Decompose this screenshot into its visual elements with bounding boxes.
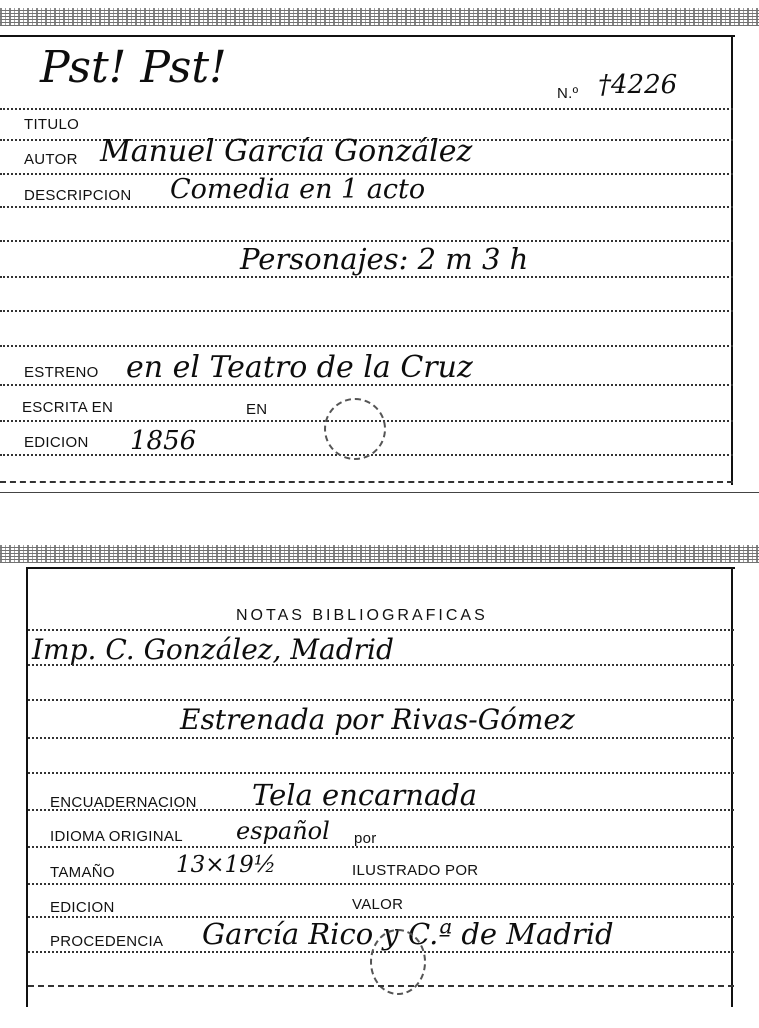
handwritten-catalog-number: †4226 <box>598 70 678 100</box>
card-left-border <box>26 567 28 1007</box>
idioma-original-label: IDIOMA ORIGINAL <box>50 828 183 845</box>
escrita-en-label: ESCRITA EN <box>22 399 114 416</box>
handwritten-provenance: García Rico y C.ª de Madrid <box>202 917 614 951</box>
number-label: N.º <box>557 85 579 102</box>
edicion-label: EDICION <box>24 434 89 451</box>
card-top-border <box>26 567 735 569</box>
rule-line <box>0 345 733 347</box>
encuadernacion-label: ENCUADERNACION <box>50 794 197 811</box>
valor-label: VALOR <box>352 896 404 913</box>
handwritten-title: Pst! Pst! <box>40 42 227 93</box>
card-right-border <box>731 567 733 1007</box>
rule-line <box>0 384 733 386</box>
rule-line <box>28 629 734 631</box>
handwritten-edition-year: 1856 <box>130 426 197 456</box>
en-label: EN <box>246 401 268 418</box>
card-bottom-edge <box>0 492 759 493</box>
rule-line <box>0 206 733 208</box>
titulo-label: TITULO <box>24 116 80 133</box>
handwritten-characters: Personajes: 2 m 3 h <box>240 242 529 276</box>
handwritten-author: Manuel García González <box>100 134 473 169</box>
handwritten-premiered-by: Estrenada por Rivas-Gómez <box>180 703 575 736</box>
rule-line <box>28 664 734 666</box>
rule-line <box>0 481 733 483</box>
tamano-label: TAMAÑO <box>50 864 115 881</box>
procedencia-label: PROCEDENCIA <box>50 933 164 950</box>
rule-line <box>28 772 734 774</box>
rule-line <box>0 108 733 110</box>
rule-line <box>28 985 734 987</box>
notes-heading: NOTAS BIBLIOGRAFICAS <box>236 607 488 624</box>
handwritten-printer: Imp. C. González, Madrid <box>32 633 394 666</box>
rule-line <box>0 276 733 278</box>
edicion-label-back: EDICION <box>50 899 115 916</box>
rule-line <box>28 699 734 701</box>
card-right-border <box>731 35 733 485</box>
torn-top-edge <box>0 8 759 26</box>
handwritten-binding: Tela encarnada <box>252 778 478 812</box>
estreno-label: ESTRENO <box>24 364 99 381</box>
ilustrado-por-label: ILUSTRADO POR <box>352 862 479 879</box>
rule-line <box>28 737 734 739</box>
por-label: por <box>354 830 377 847</box>
rule-line <box>28 809 734 811</box>
handwritten-size: 13×19½ <box>176 852 277 878</box>
handwritten-premiere: en el Teatro de la Cruz <box>126 350 473 385</box>
handwritten-description: Comedia en 1 acto <box>170 174 426 205</box>
rule-line <box>28 883 734 885</box>
catalog-card-front <box>0 0 759 495</box>
autor-label: AUTOR <box>24 151 78 168</box>
descripcion-label: DESCRIPCION <box>24 187 132 204</box>
rule-line <box>28 846 734 848</box>
rule-line <box>0 310 733 312</box>
torn-top-edge <box>0 545 759 563</box>
card-top-border <box>0 35 735 37</box>
perforation-stamp <box>324 398 386 460</box>
handwritten-language: español <box>236 817 330 845</box>
catalog-card-back <box>0 545 759 1020</box>
